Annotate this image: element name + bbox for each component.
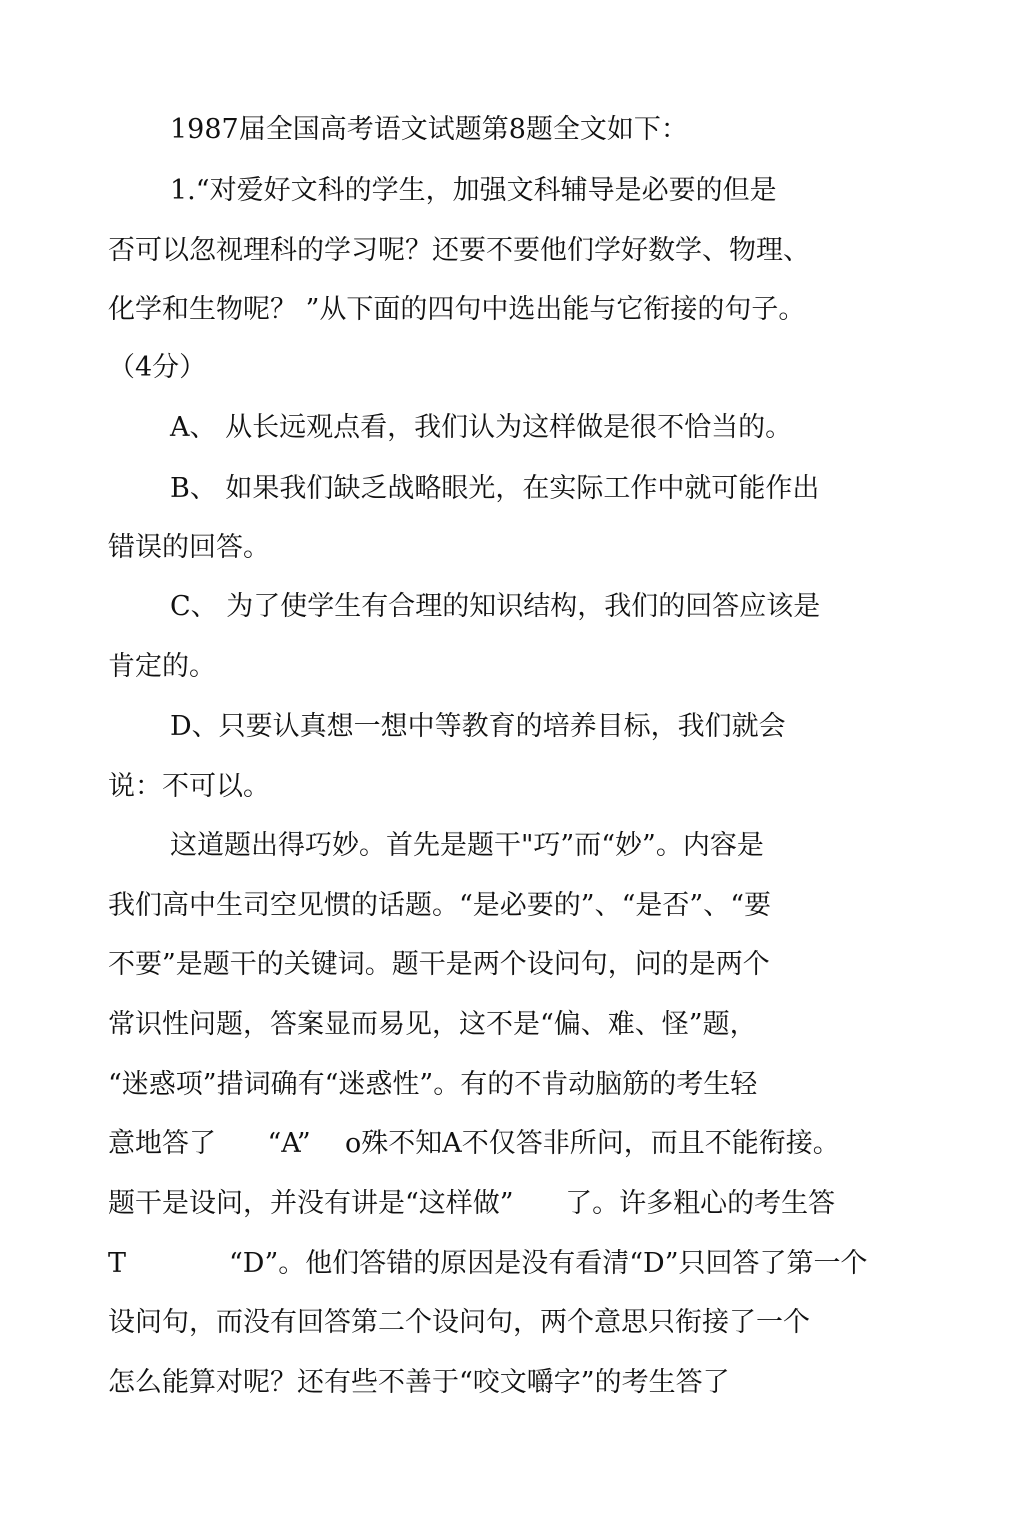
document-line: 1.“对爱好文科的学生，加强文科辅导是必要的但是 (170, 175, 777, 206)
document-line: 不要”是题干的关键词。题干是两个设问句，问的是两个 (108, 949, 770, 980)
document-line: 怎么能算对呢？还有些不善于“咬文嚼字”的考生答了 (108, 1367, 730, 1398)
document-line: 错误的回答。 (108, 532, 270, 563)
document-line: 否可以忽视理科的学习呢？还要不要他们学好数学、物理、 (108, 235, 810, 266)
document-line: 肯定的。 (108, 651, 216, 682)
document-line: 这道题出得巧妙。首先是题干"巧”而“妙”。内容是 (170, 830, 764, 861)
document-line: 意地答了 “A” o殊不知A不仅答非所问，而且不能衔接。 (108, 1128, 840, 1159)
document-line: 常识性问题，答案显而易见，这不是“偏、难、怪”题， (108, 1009, 757, 1040)
document-line: 1987届全国高考语文试题第8题全文如下： (170, 114, 688, 145)
document-line: B、 如果我们缺乏战略眼光，在实际工作中就可能作出 (170, 473, 820, 504)
document-line: A、 从长远观点看，我们认为这样做是很不恰当的。 (170, 412, 793, 443)
document-line: 设问句，而没有回答第二个设问句，两个意思只衔接了一个 (108, 1307, 810, 1338)
document-line: 说：不可以。 (108, 771, 270, 802)
document-line: 题干是设问，并没有讲是“这样做” 了。许多粗心的考生答 (108, 1188, 836, 1219)
document-line: （4分） (108, 352, 207, 383)
document-line: 我们高中生司空见惯的话题。“是必要的”、“是否”、“要 (108, 890, 772, 921)
document-line: T “D”。他们答错的原因是没有看清“D”只回答了第一个 (108, 1248, 868, 1279)
document-line: 化学和生物呢？ ”从下面的四句中选出能与它衔接的句子。 (108, 294, 806, 325)
document-line: C、 为了使学生有合理的知识结构，我们的回答应该是 (170, 591, 821, 622)
document-line: D、只要认真想一想中等教育的培养目标，我们就会 (170, 711, 786, 742)
document-line: “迷惑项”措词确有“迷惑性”。有的不肯动脑筋的考生轻 (108, 1069, 758, 1100)
